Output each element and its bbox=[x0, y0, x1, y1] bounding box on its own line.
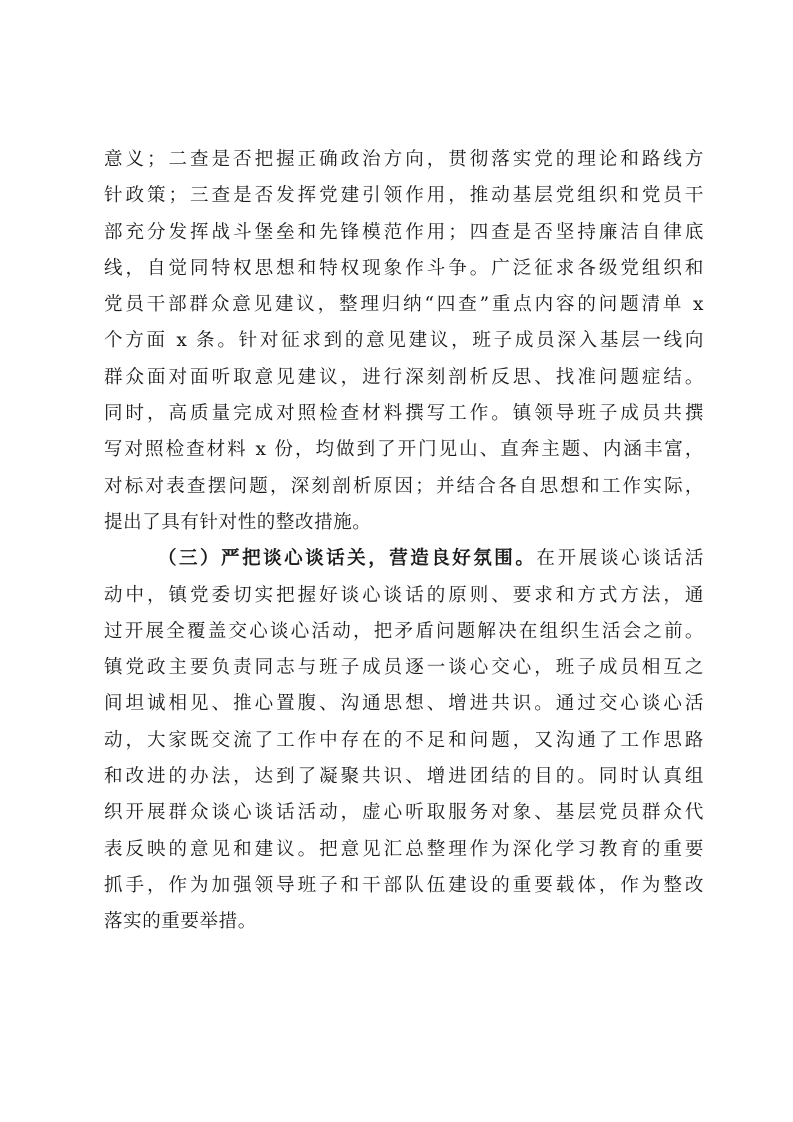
text-line: 织开展群众谈心谈话活动，虚心听取服务对象、基层党员群众代 bbox=[104, 802, 704, 824]
paragraph-four-checks bbox=[104, 142, 704, 541]
text-line: 线，自觉同特权思想和特权现象作斗争。广泛征求各级党组织和 bbox=[104, 257, 704, 279]
text-line: 对标对表查摆问题，深刻剖析原因；并结合各自思想和工作实际， bbox=[104, 475, 704, 497]
text-line: 部充分发挥战斗堡垒和先锋模范作用；四查是否坚持廉洁自律底 bbox=[104, 221, 704, 243]
text-line: 落实的重要举措。 bbox=[104, 911, 257, 933]
text-line: 针政策；三查是否发挥党建引领作用，推动基层党组织和党员干 bbox=[104, 185, 704, 207]
section-heading: （三）严把谈心谈话关，营造良好氛围。 bbox=[158, 548, 537, 570]
text-line: 间坦诚相见、推心置腹、沟通思想、增进共识。通过交心谈心活 bbox=[104, 693, 704, 715]
section-first-line bbox=[104, 541, 704, 577]
text-line: 动，大家既交流了工作中存在的不足和问题，又沟通了工作思路 bbox=[104, 729, 704, 751]
text-line: 群众面对面听取意见建议，进行深刻剖析反思、找准问题症结。 bbox=[104, 366, 704, 388]
section-heading-rest: 在开展谈心谈话活 bbox=[536, 548, 704, 570]
text-line: 过开展全覆盖交心谈心活动，把矛盾问题解决在组织生活会之前。 bbox=[104, 620, 704, 642]
text-line: 提出了具有针对性的整改措施。 bbox=[104, 511, 372, 533]
text-line: 镇党政主要负责同志与班子成员逐一谈心交心，班子成员相互之 bbox=[104, 657, 704, 679]
section-talk-heart bbox=[104, 541, 704, 940]
text-line: 党员干部群众意见建议，整理归纳“四查”重点内容的问题清单 x bbox=[104, 294, 704, 316]
text-line: 同时，高质量完成对照检查材料撰写工作。镇领导班子成员共撰 bbox=[104, 403, 704, 425]
text-line: 动中，镇党委切实把握好谈心谈话的原则、要求和方式方法，通 bbox=[104, 584, 704, 606]
document-body bbox=[104, 142, 704, 941]
text-line: 抓手，作为加强领导班子和干部队伍建设的重要载体，作为整改 bbox=[104, 874, 704, 896]
text-line: 个方面 x 条。针对征求到的意见建议，班子成员深入基层一线向 bbox=[104, 330, 704, 352]
text-line: 和改进的办法，达到了凝聚共识、增进团结的目的。同时认真组 bbox=[104, 766, 704, 788]
text-line: 写对照检查材料 x 份，均做到了开门见山、直奔主题、内涵丰富， bbox=[104, 439, 704, 461]
text-line: 意义；二查是否把握正确政治方向，贯彻落实党的理论和路线方 bbox=[104, 149, 704, 170]
text-line: 表反映的意见和建议。把意见汇总整理作为深化学习教育的重要 bbox=[104, 838, 704, 860]
